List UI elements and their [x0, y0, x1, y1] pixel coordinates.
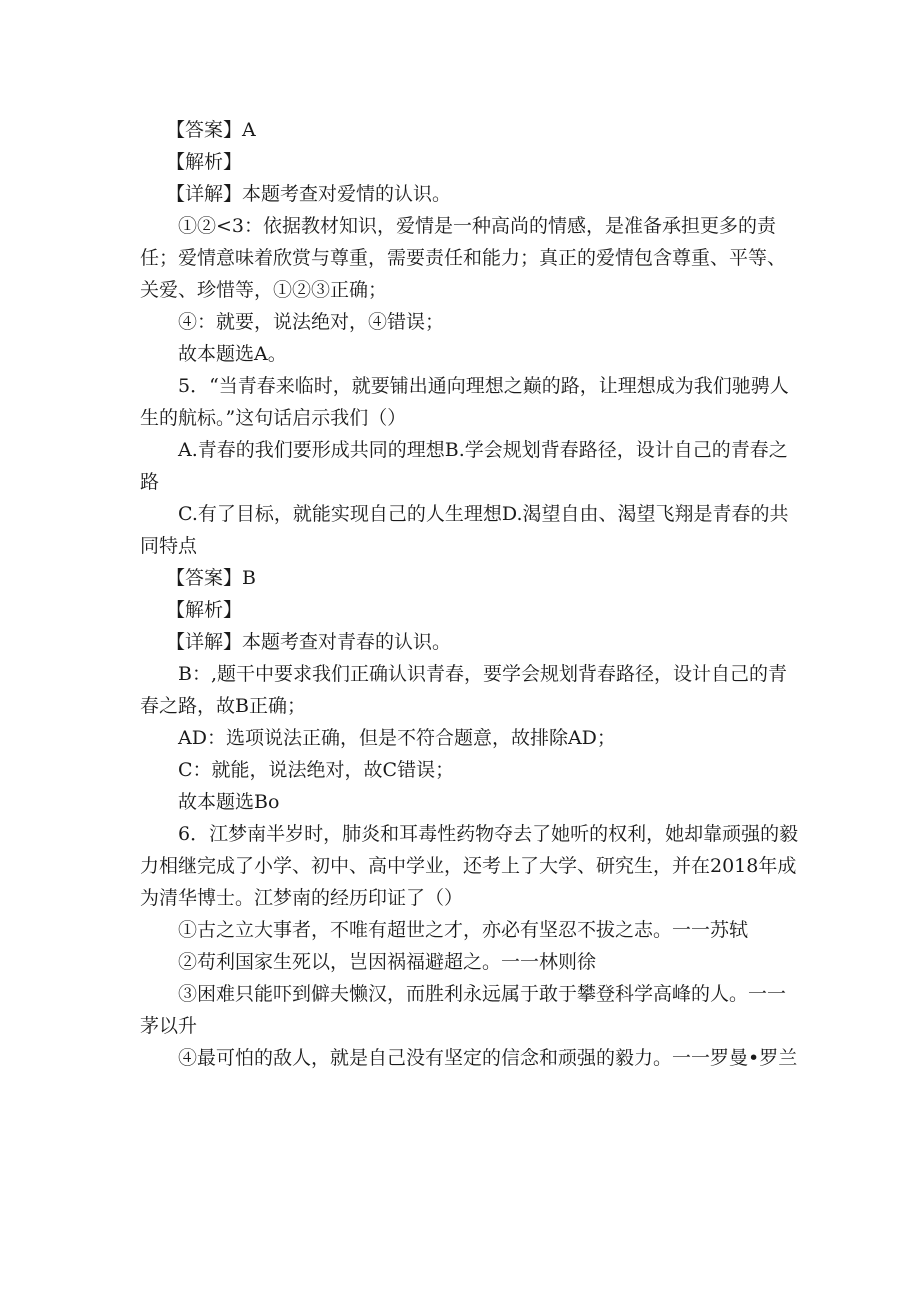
- analysis-label-1: 【解析】: [166, 151, 243, 173]
- paragraph-explanation-5: C：就能，说法绝对，故C错误；: [178, 759, 455, 781]
- analysis-label-2: 【解析】: [166, 599, 243, 621]
- question-5: 5．“当青春来临时，就要铺出通向理想之巅的路，让理想成为我们驰骋人生的航标。”这句话启示我们（）: [140, 375, 789, 429]
- paragraph-explanation-4: AD：选项说法正确，但是不符合题意，故排除AD；: [178, 727, 616, 749]
- paragraph-explanation-3: B：,题干中要求我们正确认识青春，要学会规划背春路径，设计自己的青春之路，故B正确；: [140, 663, 788, 717]
- paragraph-conclusion-1: 故本题选A。: [178, 343, 287, 365]
- detail-label-2: 【详解】本题考查对青春的认识。: [166, 631, 452, 653]
- paragraph-explanation-2: ④：就要，说法绝对，④错误；: [178, 311, 445, 333]
- question-6-quote-3: ③困难只能吓到僻夫懒汉，而胜利永远属于敢于攀登科学高峰的人。一一茅以升: [140, 983, 787, 1037]
- question-6: 6．江梦南半岁时，肺炎和耳毒性药物夺去了她听的权利，她却靠顽强的毅力相继完成了小学、初中、高中学业，还考上了大学、研究生，并在2018年成为清华博士。江梦南的经历印证了（）: [140, 823, 799, 909]
- document-body: [140, 114, 800, 1074]
- detail-label-1: 【详解】本题考查对爱情的认识。: [166, 183, 452, 205]
- answer-label-2: 【答案】B: [166, 567, 256, 589]
- question-6-quote-2: ②苟利国家生死以，岂因祸福避超之。一一林则徐: [178, 951, 597, 973]
- paragraph-explanation-1: ①②<3：依据教材知识，爱情是一种高尚的情感，是准备承担更多的责任；爱情意味着欣赏与尊重，需要责任和能力；真正的爱情包含尊重、平等、关爱、珍惜等，①②③正确；: [140, 215, 787, 301]
- question-5-options-cd: C.有了目标，就能实现自己的人生理想D.渴望自由、渴望飞翔是青春的共同特点: [140, 503, 789, 557]
- question-5-options-ab: A.青春的我们要形成共同的理想B.学会规划背春路径，设计自己的青春之路: [140, 439, 788, 493]
- question-6-quote-4: ④最可怕的敌人，就是自己没有坚定的信念和顽强的毅力。一一罗曼•罗兰: [178, 1047, 798, 1069]
- answer-label-1: 【答案】A: [166, 119, 256, 141]
- question-6-quote-1: ①古之立大事者，不唯有超世之才，亦必有坚忍不拔之志。一一苏轼: [178, 919, 749, 941]
- paragraph-conclusion-2: 故本题选Bo: [178, 791, 280, 813]
